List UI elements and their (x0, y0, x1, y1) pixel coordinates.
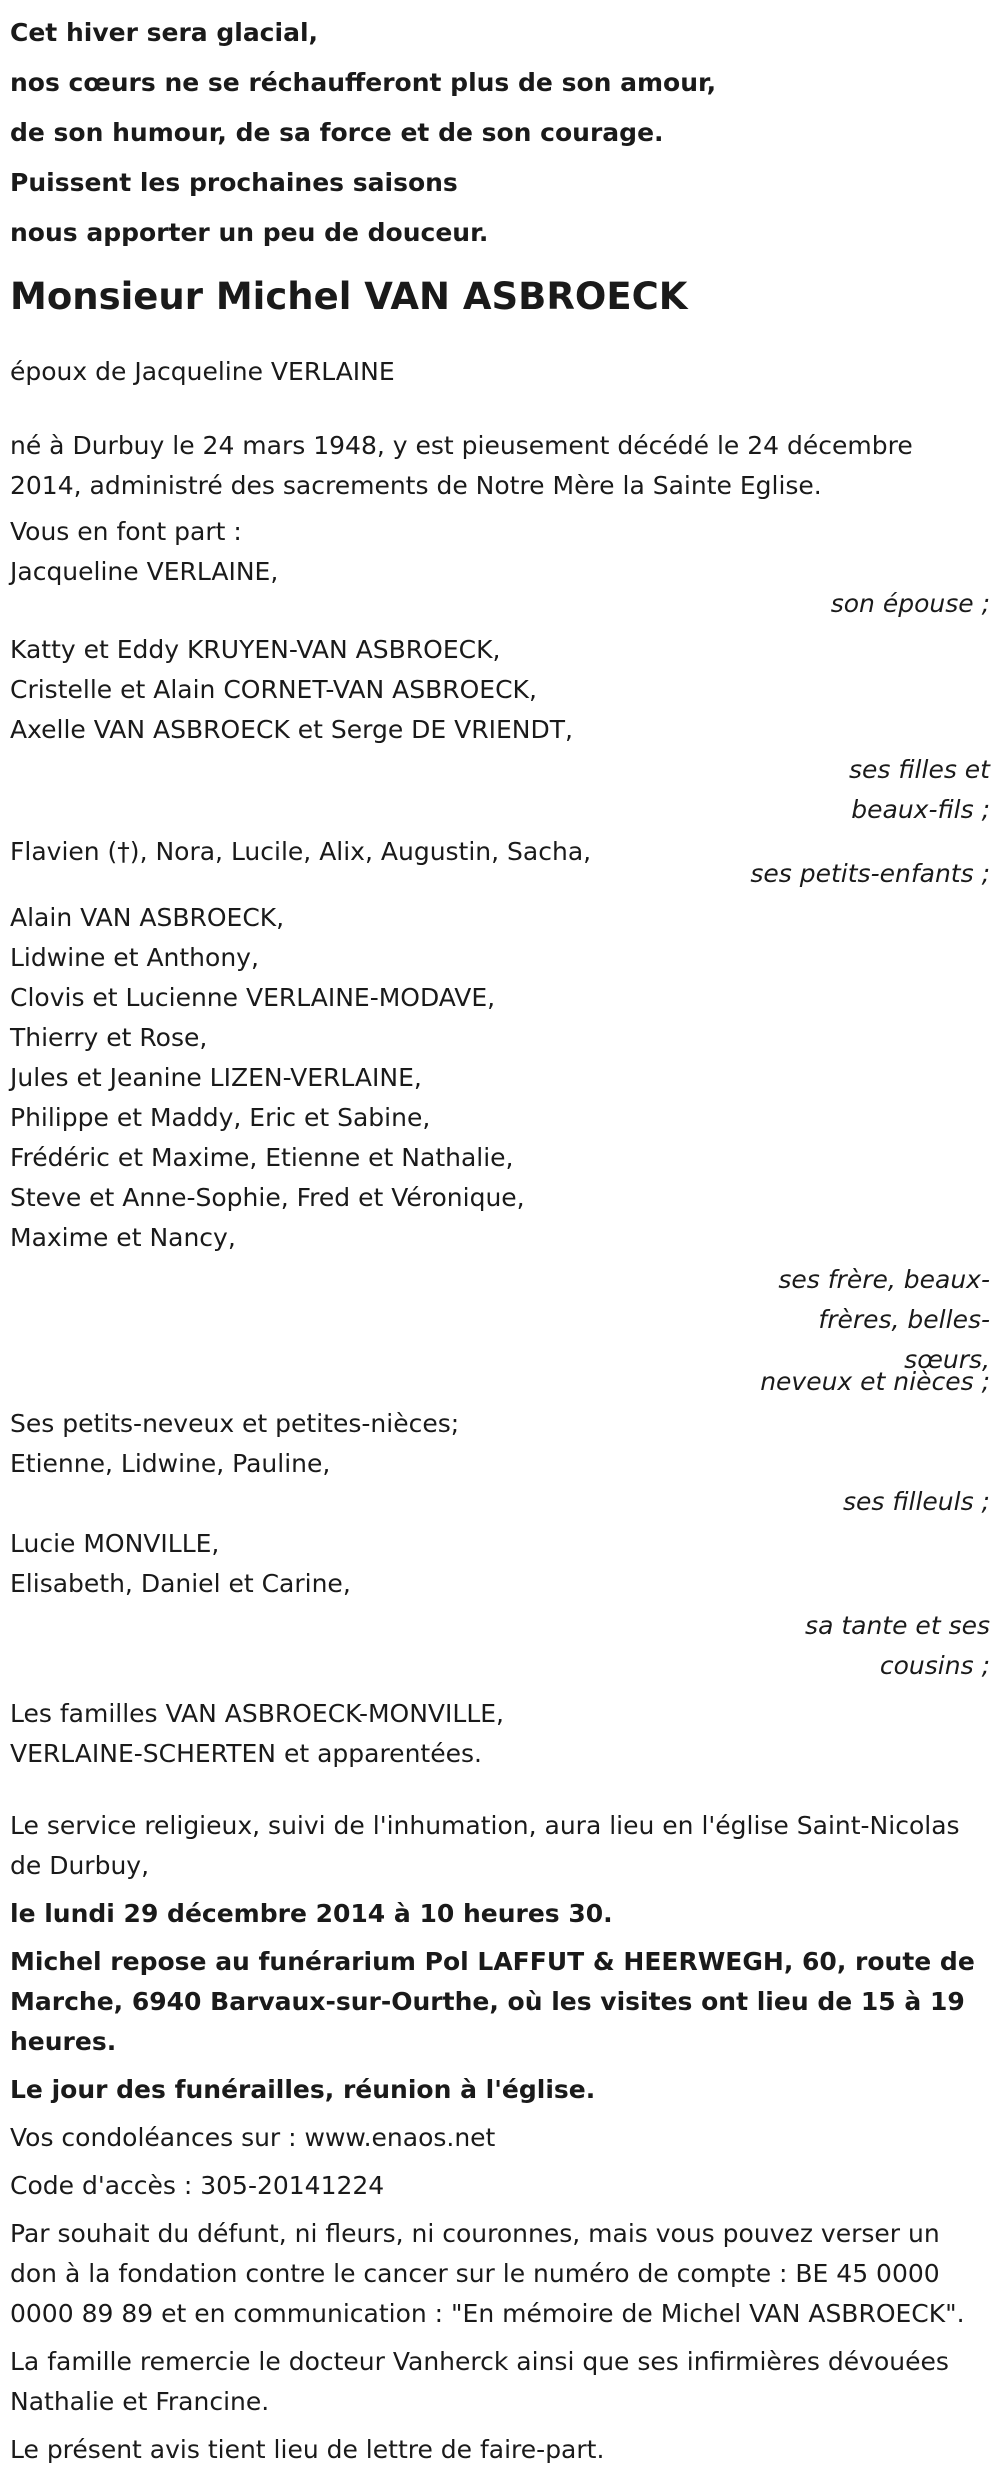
deceased-name: Monsieur Michel VAN ASBROECK (10, 275, 688, 318)
poem-line: nos cœurs ne se réchaufferont plus de son amour, (10, 68, 717, 97)
donation-text: Par souhait du défunt, ni fleurs, ni couronnes, mais vous pouvez verser un don à la fondation contre le cancer sur le numéro de compte : BE 45 0000 0000 89 89 et en communication : "En mémoire de Michel VAN ASBROECK". (10, 2219, 965, 2328)
group-spouse (10, 552, 990, 624)
group-name: Axelle VAN ASBROECK et Serge DE VRIENDT, (10, 715, 573, 744)
group-name: Maxime et Nancy, (10, 1223, 236, 1252)
group-role: ses filles et beaux-fils ; (849, 755, 990, 824)
group-name: Alain VAN ASBROECK, (10, 903, 285, 932)
group-name: Ses petits-neveux et petites-nièces; (10, 1409, 460, 1438)
birth-death-text: né à Durbuy le 24 mars 1948, y est pieusement décédé le 24 décembre 2014, administré des sacrements de Notre Mère la Sainte Eglise. (10, 431, 913, 500)
poem (10, 8, 990, 258)
group-name: Elisabeth, Daniel et Carine, (10, 1569, 351, 1598)
group-name: Les familles VAN ASBROECK-MONVILLE, (10, 1699, 504, 1728)
service-intro: Le service religieux, suivi de l'inhumation, aura lieu en l'église Saint-Nicolas de Durbuy, (10, 1811, 960, 1880)
group-name: Jules et Jeanine LIZEN-VERLAINE, (10, 1063, 422, 1092)
group-grandchildren (10, 832, 990, 894)
poem-line: de son humour, de sa force et de son courage. (10, 118, 664, 147)
condolences-text: Vos condoléances sur : www.enaos.net (10, 2123, 496, 2152)
thanks-text: La famille remercie le docteur Vanherck ainsi que ses infirmières dévouées Nathalie et Francine. (10, 2347, 949, 2416)
group-name: Etienne, Lidwine, Pauline, (10, 1449, 331, 1478)
group-godchildren (10, 1404, 990, 1522)
obituary-page (10, 0, 990, 2483)
group-name: Katty et Eddy KRUYEN-VAN ASBROECK, (10, 635, 501, 664)
access-code: Code d'accès : 305-20141224 (10, 2171, 385, 2200)
poem-line: nous apporter un peu de douceur. (10, 218, 489, 247)
group-name: Cristelle et Alain CORNET-VAN ASBROECK, (10, 675, 537, 704)
group-daughters (10, 630, 990, 830)
spouse-line: époux de Jacqueline VERLAINE (10, 357, 395, 386)
group-families (10, 1694, 990, 1774)
group-name: Lucie MONVILLE, (10, 1529, 220, 1558)
group-role: ses filleuls ; (843, 1487, 990, 1516)
group-role: sa tante et ses cousins ; (805, 1611, 990, 1680)
group-siblings (10, 898, 990, 1402)
announce-text: Vous en font part : (10, 517, 242, 546)
group-aunt (10, 1524, 990, 1686)
service-meeting: Le jour des funérailles, réunion à l'église. (10, 2075, 596, 2104)
group-role: ses petits-enfants ; (750, 859, 990, 888)
group-role: son épouse ; (830, 589, 990, 618)
group-name: Clovis et Lucienne VERLAINE-MODAVE, (10, 983, 496, 1012)
group-name: Lidwine et Anthony, (10, 943, 259, 972)
service-visit: Michel repose au funérarium Pol LAFFUT & HEERWEGH, 60, route de Marche, 6940 Barvaux-sur-Ourthe, où les visites ont lieu de 15 à 19 heures. (10, 1947, 975, 2056)
group-name: Frédéric et Maxime, Etienne et Nathalie, (10, 1143, 514, 1172)
group-name: VERLAINE-SCHERTEN et apparentées. (10, 1739, 482, 1768)
service-date: le lundi 29 décembre 2014 à 10 heures 30. (10, 1899, 613, 1928)
group-name: Steve et Anne-Sophie, Fred et Véronique, (10, 1183, 525, 1212)
poem-line: Puissent les prochaines saisons (10, 168, 458, 197)
group-name: Thierry et Rose, (10, 1023, 208, 1052)
group-name: Philippe et Maddy, Eric et Sabine, (10, 1103, 431, 1132)
group-name: Flavien (†), Nora, Lucile, Alix, Augustin, Sacha, (10, 837, 592, 866)
group-role-second: neveux et nièces ; (760, 1367, 990, 1396)
poem-line: Cet hiver sera glacial, (10, 18, 319, 47)
group-role: ses frère, beaux-frères, belles-sœurs, (778, 1265, 990, 1374)
group-name: Jacqueline VERLAINE, (10, 557, 279, 586)
closing-text: Le présent avis tient lieu de lettre de faire-part. (10, 2435, 605, 2464)
